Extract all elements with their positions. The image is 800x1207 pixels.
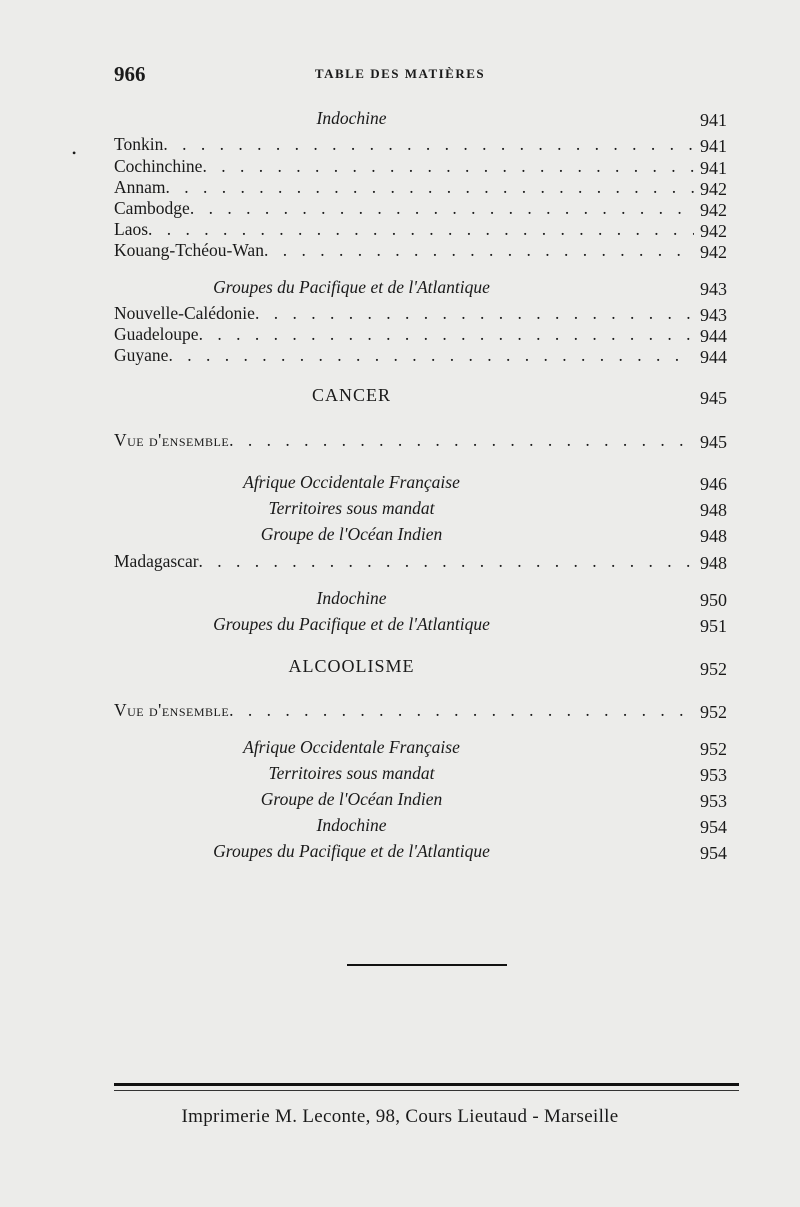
- entry-page: 944: [700, 326, 727, 346]
- subsection-heading: Afrique Occidentale Française: [243, 737, 460, 757]
- entry-page: 942: [700, 242, 727, 262]
- subsection-heading: Indochine: [316, 815, 387, 835]
- toc-entry[interactable]: [114, 240, 694, 261]
- leader-dots: [166, 177, 694, 198]
- entry-label: Madagascar: [114, 551, 199, 571]
- entry-page: 945: [700, 432, 727, 452]
- subsection-page: 953: [700, 765, 727, 785]
- section-page-indochine: 941: [700, 110, 727, 130]
- entry-label: Vue d'ensemble: [114, 700, 230, 720]
- toc-entry[interactable]: [114, 134, 694, 155]
- entry-label: Laos: [114, 219, 149, 239]
- chapter-page-alcoolisme: 952: [700, 659, 727, 679]
- entry-label: Tonkin: [114, 134, 164, 154]
- entry-page: 948: [700, 553, 727, 573]
- leader-dots: [168, 345, 694, 366]
- section-heading-indochine: Indochine: [316, 108, 387, 128]
- toc-entry[interactable]: [114, 156, 694, 177]
- end-rule: [347, 964, 507, 966]
- entry-page: 941: [700, 158, 727, 178]
- chapter-page-cancer: 945: [700, 388, 727, 408]
- leader-dots: [255, 303, 694, 324]
- toc-entry[interactable]: [114, 324, 694, 345]
- subsection-page: 952: [700, 739, 727, 759]
- toc-entry[interactable]: [114, 551, 694, 572]
- subsection-heading: Groupe de l'Océan Indien: [260, 789, 443, 809]
- entry-label: Nouvelle-Calédonie: [114, 303, 255, 323]
- leader-dots: [199, 324, 694, 345]
- entry-page: 942: [700, 221, 727, 241]
- section-page-groupes: 943: [700, 279, 727, 299]
- subsection-heading: Groupes du Pacifique et de l'Atlantique: [213, 614, 490, 634]
- entry-page: 952: [700, 702, 727, 722]
- entry-label: Cambodge: [114, 198, 190, 218]
- stray-mark: •: [72, 146, 77, 160]
- leader-dots: [190, 198, 694, 219]
- chapter-heading-alcoolisme: ALCOOLISME: [288, 656, 415, 676]
- toc-entry[interactable]: [114, 430, 694, 451]
- entry-page: 942: [700, 179, 727, 199]
- subsection-heading: Afrique Occidentale Française: [243, 472, 460, 492]
- subsection-page: 954: [700, 843, 727, 863]
- subsection-heading: Groupe de l'Océan Indien: [260, 524, 443, 544]
- subsection-page: 951: [700, 616, 727, 636]
- leader-dots: [199, 551, 694, 572]
- subsection-heading: Territoires sous mandat: [268, 498, 435, 518]
- subsection-heading: Indochine: [316, 588, 387, 608]
- entry-page: 942: [700, 200, 727, 220]
- running-title: TABLE DES MATIÈRES: [314, 66, 486, 81]
- leader-dots: [229, 430, 694, 451]
- entry-page: 941: [700, 136, 727, 156]
- subsection-heading: Territoires sous mandat: [268, 763, 435, 783]
- toc-entry[interactable]: [114, 177, 694, 198]
- entry-label: Guyane: [114, 345, 169, 365]
- section-heading-groupes: Groupes du Pacifique et de l'Atlantique: [213, 277, 490, 297]
- leader-dots: [163, 134, 694, 155]
- toc-entry[interactable]: [114, 219, 694, 240]
- subsection-page: 948: [700, 500, 727, 520]
- entry-label: Vue d'ensemble: [114, 430, 230, 450]
- subsection-page: 954: [700, 817, 727, 837]
- entry-page: 944: [700, 347, 727, 367]
- toc-entry[interactable]: [114, 700, 694, 721]
- entry-label: Guadeloupe: [114, 324, 199, 344]
- subsection-page: 948: [700, 526, 727, 546]
- chapter-heading-cancer: CANCER: [311, 385, 391, 405]
- toc-entry[interactable]: [114, 345, 694, 366]
- page-number: 966: [114, 62, 146, 86]
- entry-label: Annam: [114, 177, 166, 197]
- entry-label: Cochinchine: [114, 156, 203, 176]
- leader-dots: [229, 700, 694, 721]
- leader-dots: [202, 156, 694, 177]
- subsection-page: 953: [700, 791, 727, 811]
- leader-dots: [264, 240, 694, 261]
- footer-rule-thick: [114, 1083, 739, 1086]
- entry-page: 943: [700, 305, 727, 325]
- toc-entry[interactable]: [114, 303, 694, 324]
- toc-entry[interactable]: [114, 198, 694, 219]
- subsection-page: 950: [700, 590, 727, 610]
- entry-label: Kouang-Tchéou-Wan: [114, 240, 264, 260]
- footer-rule-thin: [114, 1090, 739, 1091]
- subsection-page: 946: [700, 474, 727, 494]
- leader-dots: [148, 219, 694, 240]
- printer-imprint: Imprimerie M. Leconte, 98, Cours Lieutaud - Marseille: [181, 1106, 619, 1127]
- subsection-heading: Groupes du Pacifique et de l'Atlantique: [213, 841, 490, 861]
